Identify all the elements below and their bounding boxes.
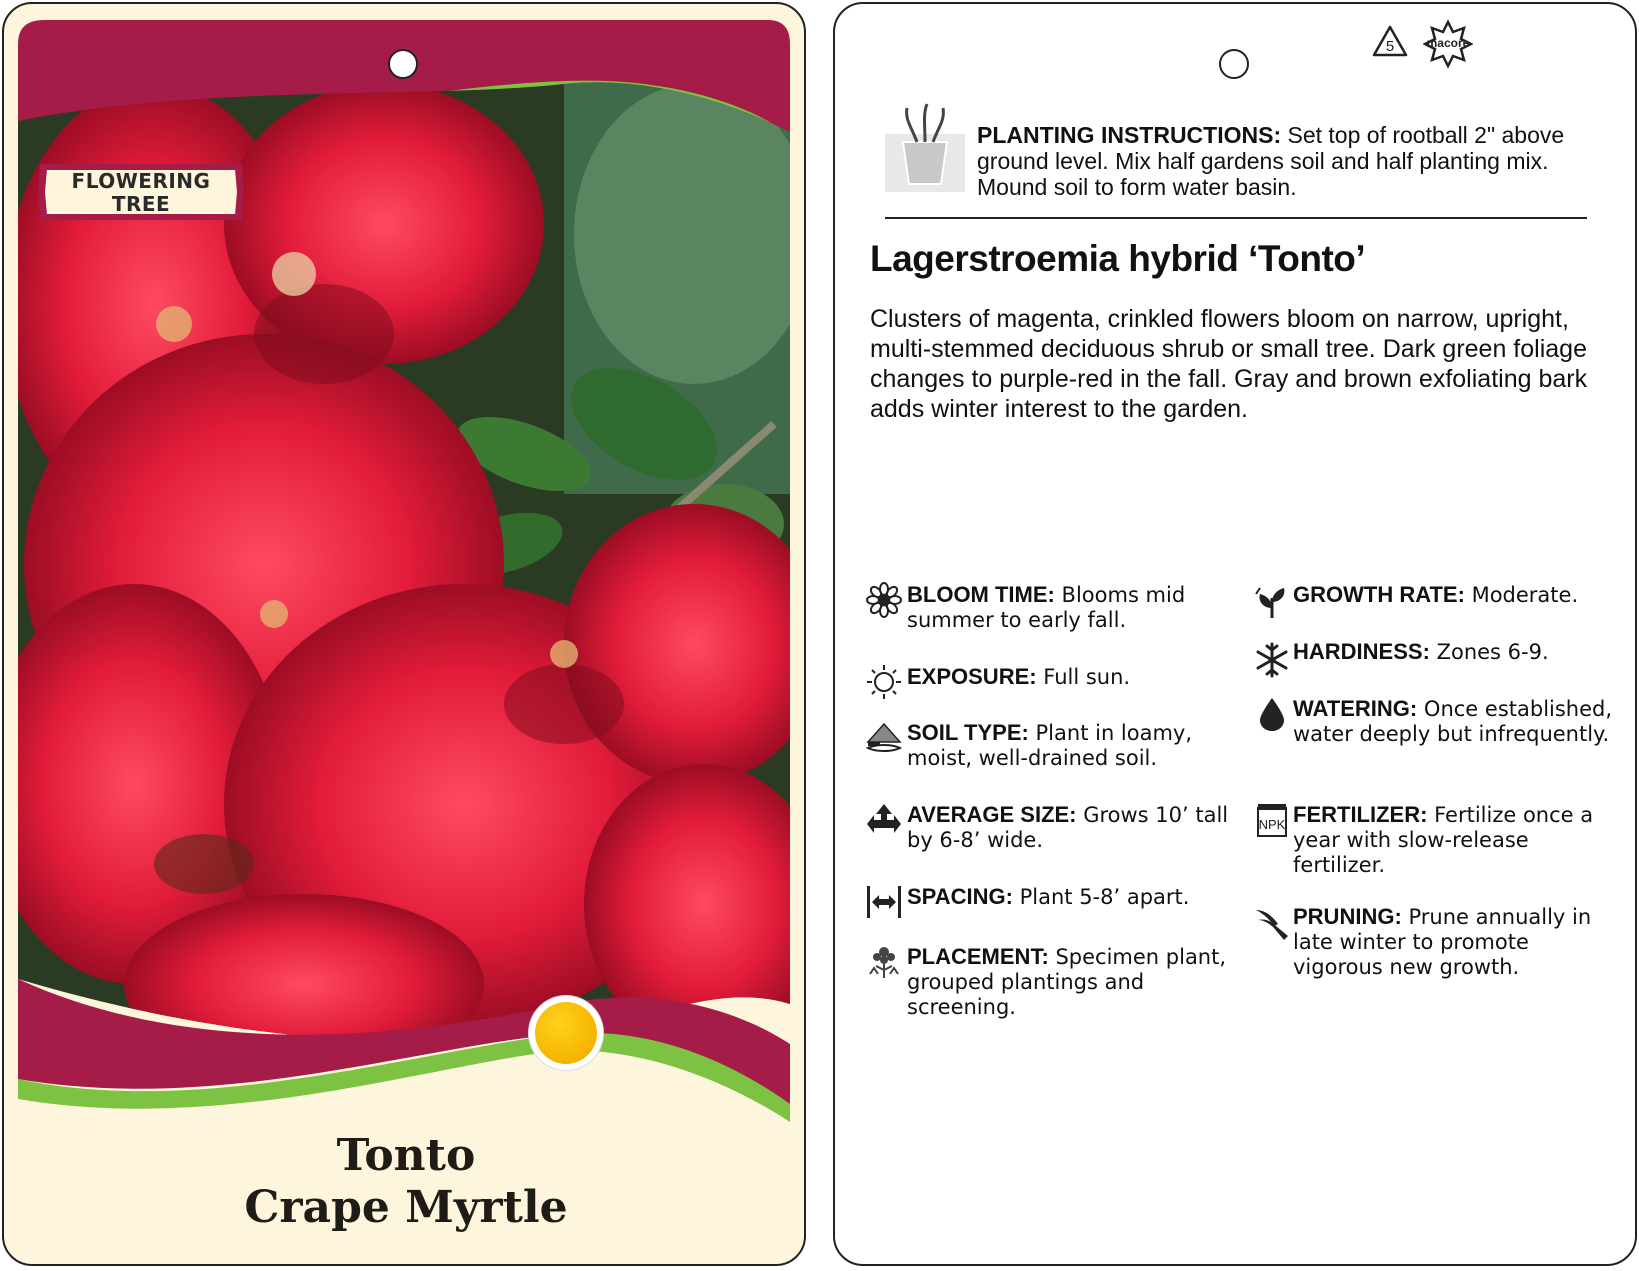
pruning-label: PRUNING: — [1293, 904, 1402, 929]
hardiness — [1293, 639, 1623, 665]
watering-label: WATERING: — [1293, 696, 1418, 721]
planting-instructions-text: Set top of rootball 2" above ground level. Mix half gardens soil and half planting mix. Mound soil to form water basin. — [977, 122, 1565, 200]
fertilizer-value: Fertilize once a year with slow-release fertilizer. — [1293, 803, 1594, 877]
average-size — [907, 802, 1237, 853]
potted-plant-icon — [885, 102, 965, 194]
average-size-label: AVERAGE SIZE: — [907, 802, 1077, 827]
placement — [907, 944, 1237, 1020]
flower-icon — [866, 582, 902, 618]
watering-value: Once established, water deeply but infrequently. — [1293, 697, 1613, 746]
plant-description: Clusters of magenta, crinkled flowers bloom on narrow, upright, multi-stemmed deciduous shrub or small tree. Dark green foliage changes to purple-red in the fall. Gray and brown exfoliating bark adds winter interest to the garden. — [870, 305, 1588, 423]
soil-icon — [866, 720, 902, 756]
front-tag — [2, 2, 806, 1266]
full-sun-indicator-icon — [529, 996, 603, 1070]
exposure — [907, 664, 1237, 690]
growth-rate-value: Moderate. — [1464, 583, 1579, 607]
planting-instructions-label: PLANTING INSTRUCTIONS: — [977, 122, 1282, 148]
growth-rate-label: GROWTH RATE: — [1293, 582, 1465, 607]
fertilizer — [1293, 802, 1623, 878]
hang-hole — [388, 49, 418, 79]
exposure-value: Full sun. — [1036, 665, 1131, 689]
growth-icon — [1254, 584, 1290, 620]
sun-icon — [866, 664, 902, 700]
spacing-label: SPACING: — [907, 884, 1013, 909]
spacing-value: Plant 5-8’ apart. — [1012, 885, 1190, 909]
watering — [1293, 696, 1623, 747]
npk-icon — [1254, 802, 1290, 838]
hardiness-value: Zones 6-9. — [1429, 640, 1549, 664]
plant-name-line-2: Crape Myrtle — [244, 1182, 568, 1233]
category-badge — [32, 152, 250, 232]
hardiness-label: HARDINESS: — [1293, 639, 1430, 664]
npk-label: NPK — [1258, 817, 1286, 832]
badge-line-1: FLOWERING — [71, 169, 211, 193]
bloom-time-label: BLOOM TIME: — [907, 582, 1055, 607]
growth-rate — [1293, 582, 1623, 608]
water-drop-icon — [1254, 696, 1290, 732]
pruning-value: Prune annually in late winter to promote vigorous new growth. — [1293, 905, 1592, 979]
macore-label: macore — [1426, 36, 1470, 50]
recycle-number: 5 — [1385, 38, 1395, 55]
spacing-icon — [866, 884, 902, 920]
exposure-label: EXPOSURE: — [907, 664, 1037, 689]
placement-label: PLACEMENT: — [907, 944, 1049, 969]
hang-hole — [1219, 49, 1249, 79]
fertilizer-label: FERTILIZER: — [1293, 802, 1428, 827]
placement-value: Specimen plant, grouped plantings and screening. — [907, 945, 1227, 1019]
soil-type — [907, 720, 1237, 771]
planting-instructions — [977, 122, 1577, 200]
average-size-value: Grows 10’ tall by 6-8’ wide. — [907, 803, 1229, 852]
macore-logo-icon — [1423, 20, 1473, 68]
plant-name-line-1: Tonto — [336, 1130, 476, 1181]
placement-icon — [866, 944, 902, 980]
badge-line-2: TREE — [111, 192, 171, 216]
size-arrows-icon — [866, 802, 902, 838]
pruning — [1293, 904, 1623, 980]
bloom-time — [907, 582, 1237, 633]
botanical-name: Lagerstroemia hybrid ‘Tonto’ — [870, 238, 1366, 279]
divider — [885, 217, 1587, 219]
snowflake-icon — [1254, 642, 1290, 678]
soil-type-value: Plant in loamy, moist, well-drained soil. — [907, 721, 1193, 770]
pruners-icon — [1254, 906, 1290, 942]
soil-type-label: SOIL TYPE: — [907, 720, 1029, 745]
spacing — [907, 884, 1237, 910]
back-tag — [833, 2, 1637, 1266]
recycle-icon — [1370, 24, 1410, 65]
bloom-time-value: Blooms mid summer to early fall. — [907, 583, 1186, 632]
